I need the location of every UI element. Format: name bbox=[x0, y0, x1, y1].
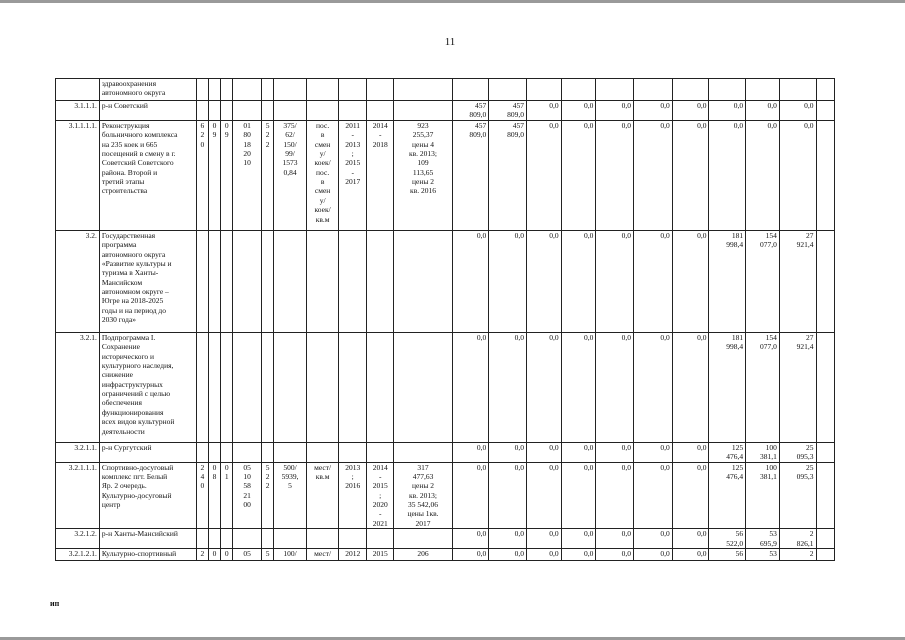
value-cell bbox=[816, 79, 834, 101]
value-cell bbox=[709, 79, 746, 101]
table-cell: мест/ кв.м bbox=[306, 462, 339, 529]
value-cell: 0,0 bbox=[561, 529, 596, 549]
value-cell: 0,0 bbox=[596, 529, 634, 549]
value-cell bbox=[816, 101, 834, 121]
value-cell: 0,0 bbox=[634, 549, 673, 561]
value-cell bbox=[672, 79, 709, 101]
table-cell bbox=[274, 101, 307, 121]
table-cell: 2014 - 2018 bbox=[366, 120, 394, 230]
table-cell: 0 9 bbox=[208, 120, 220, 230]
value-cell bbox=[816, 332, 834, 442]
value-cell: 0,0 bbox=[596, 549, 634, 561]
table-cell bbox=[208, 332, 220, 442]
table-body bbox=[56, 79, 835, 561]
table-cell: 0 bbox=[208, 549, 220, 561]
table-cell: 2011 - 2013 ; 2015 - 2017 bbox=[339, 120, 367, 230]
value-cell: 181 998,4 bbox=[709, 230, 746, 332]
value-cell: 0,0 bbox=[527, 230, 562, 332]
value-cell bbox=[561, 79, 596, 101]
row-number-cell: 3.2. bbox=[56, 230, 100, 332]
value-cell: 0,0 bbox=[746, 120, 780, 230]
table-cell bbox=[339, 332, 367, 442]
row-number-cell: 3.2.1. bbox=[56, 332, 100, 442]
value-cell: 27 921,4 bbox=[779, 332, 816, 442]
table-cell bbox=[233, 230, 262, 332]
value-cell bbox=[746, 79, 780, 101]
table-cell bbox=[208, 529, 220, 549]
value-cell bbox=[816, 230, 834, 332]
value-cell: 0,0 bbox=[527, 332, 562, 442]
value-cell: 0,0 bbox=[561, 442, 596, 462]
value-cell: 0,0 bbox=[634, 332, 673, 442]
value-cell: 25 095,3 bbox=[779, 442, 816, 462]
value-cell: 457 809,0 bbox=[489, 101, 527, 121]
value-cell: 0,0 bbox=[672, 529, 709, 549]
table-cell bbox=[366, 101, 394, 121]
table-cell bbox=[394, 230, 452, 332]
value-cell: 0,0 bbox=[779, 101, 816, 121]
table-cell bbox=[221, 442, 233, 462]
value-cell bbox=[489, 79, 527, 101]
table-cell: 206 bbox=[394, 549, 452, 561]
table-row bbox=[56, 462, 835, 529]
value-cell bbox=[596, 79, 634, 101]
value-cell bbox=[779, 79, 816, 101]
table-cell bbox=[221, 79, 233, 101]
value-cell: 25 095,3 bbox=[779, 462, 816, 529]
scan-edge-top bbox=[0, 0, 905, 3]
table-cell bbox=[261, 230, 273, 332]
row-number-cell: 3.2.1.1.1. bbox=[56, 462, 100, 529]
value-cell: 0,0 bbox=[596, 462, 634, 529]
value-cell: 56 bbox=[709, 549, 746, 561]
table-cell bbox=[233, 529, 262, 549]
row-name-cell: Спортивно-досуговый комплекс пгт. Белый Яр. 2 очередь. Культурно-досуговый центр bbox=[99, 462, 196, 529]
value-cell: 27 921,4 bbox=[779, 230, 816, 332]
value-cell: 56 522,0 bbox=[709, 529, 746, 549]
table-cell bbox=[261, 442, 273, 462]
row-number-cell: 3.1.1.1.1. bbox=[56, 120, 100, 230]
row-name-cell: Подпрограмма I. Сохранение исторического и культурного наследия, снижение инфраструктурных ограничений с целью обеспечения функционирования всех видов культурной деятельности bbox=[99, 332, 196, 442]
value-cell: 0,0 bbox=[596, 230, 634, 332]
table-cell bbox=[339, 230, 367, 332]
table-cell bbox=[208, 230, 220, 332]
value-cell: 0,0 bbox=[561, 462, 596, 529]
table-cell: 0 bbox=[221, 549, 233, 561]
value-cell: 0,0 bbox=[561, 332, 596, 442]
value-cell: 0,0 bbox=[452, 230, 489, 332]
value-cell bbox=[816, 462, 834, 529]
value-cell: 0,0 bbox=[634, 120, 673, 230]
value-cell: 0,0 bbox=[527, 549, 562, 561]
table-cell bbox=[366, 442, 394, 462]
table-row bbox=[56, 442, 835, 462]
table-cell bbox=[274, 230, 307, 332]
value-cell: 0,0 bbox=[596, 442, 634, 462]
table-cell: 01 80 18 20 10 bbox=[233, 120, 262, 230]
row-number-cell: 3.2.1.2. bbox=[56, 529, 100, 549]
value-cell: 0,0 bbox=[489, 332, 527, 442]
value-cell: 154 077,0 bbox=[746, 230, 780, 332]
table-cell bbox=[221, 332, 233, 442]
value-cell: 0,0 bbox=[634, 462, 673, 529]
table-cell bbox=[339, 442, 367, 462]
table-cell bbox=[261, 101, 273, 121]
table-cell bbox=[306, 529, 339, 549]
table-cell: 500/ 5939, 5 bbox=[274, 462, 307, 529]
value-cell: 0,0 bbox=[596, 101, 634, 121]
table-cell: 2012 bbox=[339, 549, 367, 561]
budget-table bbox=[55, 78, 835, 561]
table-cell bbox=[306, 230, 339, 332]
table-cell bbox=[274, 332, 307, 442]
table-cell bbox=[221, 230, 233, 332]
table-cell bbox=[196, 230, 208, 332]
table-cell: 923 255,37 цены 4 кв. 2013; 109 113,65 цены 2 кв. 2016 bbox=[394, 120, 452, 230]
value-cell: 0,0 bbox=[489, 549, 527, 561]
value-cell: 0,0 bbox=[634, 230, 673, 332]
table-cell bbox=[221, 529, 233, 549]
value-cell bbox=[634, 79, 673, 101]
table-cell: 5 2 2 bbox=[261, 462, 273, 529]
value-cell: 0,0 bbox=[527, 529, 562, 549]
value-cell: 0,0 bbox=[489, 529, 527, 549]
value-cell: 0,0 bbox=[452, 549, 489, 561]
row-name-cell: здравоохранения автономного округа bbox=[99, 79, 196, 101]
value-cell: 0,0 bbox=[672, 332, 709, 442]
value-cell: 53 bbox=[746, 549, 780, 561]
value-cell: 0,0 bbox=[527, 462, 562, 529]
table-cell bbox=[394, 101, 452, 121]
table-cell: 2014 - 2015 ; 2020 - 2021 bbox=[366, 462, 394, 529]
row-name-cell: р-н Советский bbox=[99, 101, 196, 121]
table-cell bbox=[233, 79, 262, 101]
value-cell: 0,0 bbox=[452, 462, 489, 529]
table-cell bbox=[196, 529, 208, 549]
value-cell: 0,0 bbox=[634, 529, 673, 549]
value-cell: 100 381,1 bbox=[746, 442, 780, 462]
table-cell bbox=[274, 529, 307, 549]
table-cell: 5 bbox=[261, 549, 273, 561]
table-cell bbox=[208, 79, 220, 101]
table-cell bbox=[394, 529, 452, 549]
value-cell: 0,0 bbox=[709, 120, 746, 230]
table-cell bbox=[366, 529, 394, 549]
row-number-cell: 3.2.1.2.1. bbox=[56, 549, 100, 561]
value-cell: 2 bbox=[779, 549, 816, 561]
value-cell: 457 809,0 bbox=[452, 101, 489, 121]
table-cell bbox=[339, 79, 367, 101]
table-cell bbox=[196, 442, 208, 462]
value-cell: 0,0 bbox=[527, 120, 562, 230]
table-cell: 2013 ; 2016 bbox=[339, 462, 367, 529]
table-cell bbox=[196, 332, 208, 442]
table-cell: мест/ bbox=[306, 549, 339, 561]
value-cell: 0,0 bbox=[452, 442, 489, 462]
value-cell: 125 476,4 bbox=[709, 442, 746, 462]
table-row bbox=[56, 101, 835, 121]
row-number-cell bbox=[56, 79, 100, 101]
table-cell bbox=[274, 79, 307, 101]
row-name-cell: Культурно-спортивный bbox=[99, 549, 196, 561]
table-cell bbox=[261, 79, 273, 101]
table-cell bbox=[306, 79, 339, 101]
table-cell bbox=[339, 101, 367, 121]
table-cell: 0 8 bbox=[208, 462, 220, 529]
value-cell: 154 077,0 bbox=[746, 332, 780, 442]
value-cell: 0,0 bbox=[561, 120, 596, 230]
value-cell: 0,0 bbox=[452, 332, 489, 442]
value-cell: 125 476,4 bbox=[709, 462, 746, 529]
table-cell bbox=[261, 332, 273, 442]
value-cell: 0,0 bbox=[596, 332, 634, 442]
table-cell bbox=[339, 529, 367, 549]
table-cell bbox=[233, 442, 262, 462]
value-cell: 0,0 bbox=[634, 101, 673, 121]
table-row bbox=[56, 332, 835, 442]
table-cell: 2015 bbox=[366, 549, 394, 561]
table-row bbox=[56, 529, 835, 549]
value-cell: 0,0 bbox=[596, 120, 634, 230]
value-cell bbox=[816, 120, 834, 230]
value-cell: 0,0 bbox=[672, 120, 709, 230]
table-cell bbox=[261, 529, 273, 549]
value-cell bbox=[816, 529, 834, 549]
value-cell: 0,0 bbox=[672, 442, 709, 462]
row-number-cell: 3.2.1.1. bbox=[56, 442, 100, 462]
value-cell: 0,0 bbox=[527, 101, 562, 121]
table-cell: 100/ bbox=[274, 549, 307, 561]
value-cell: 0,0 bbox=[527, 442, 562, 462]
table-cell bbox=[394, 79, 452, 101]
table-cell bbox=[366, 332, 394, 442]
row-name-cell: Государственная программа автономного округа «Развитие культуры и туризма в Ханты- Мансийском автономном округе – Югре на 2018-2025 годы и на период до 2030 года» bbox=[99, 230, 196, 332]
value-cell: 0,0 bbox=[672, 549, 709, 561]
table-row bbox=[56, 79, 835, 101]
table-cell: 05 10 58 21 00 bbox=[233, 462, 262, 529]
row-name-cell: Реконструкция больничного комплекса на 235 коек и 665 посещений в смену в г. Советский Советского района. Второй и третий этапы строительства bbox=[99, 120, 196, 230]
value-cell: 53 695,9 bbox=[746, 529, 780, 549]
table-cell: 6 2 0 bbox=[196, 120, 208, 230]
value-cell: 457 809,0 bbox=[489, 120, 527, 230]
table-cell bbox=[306, 332, 339, 442]
table-cell: 2 4 0 bbox=[196, 462, 208, 529]
page-number: 11 bbox=[444, 36, 456, 48]
value-cell bbox=[527, 79, 562, 101]
table-cell bbox=[221, 101, 233, 121]
table-cell bbox=[196, 101, 208, 121]
table-cell: 375/ 62/ 150/ 99/ 1573 0,84 bbox=[274, 120, 307, 230]
value-cell: 0,0 bbox=[672, 101, 709, 121]
value-cell bbox=[816, 442, 834, 462]
value-cell: 0,0 bbox=[672, 230, 709, 332]
value-cell: 0,0 bbox=[489, 230, 527, 332]
table-row bbox=[56, 230, 835, 332]
value-cell: 0,0 bbox=[709, 101, 746, 121]
table-cell: 0 9 bbox=[221, 120, 233, 230]
value-cell: 0,0 bbox=[672, 462, 709, 529]
row-name-cell: р-н Сургутский bbox=[99, 442, 196, 462]
value-cell: 100 381,1 bbox=[746, 462, 780, 529]
table-row bbox=[56, 120, 835, 230]
table-cell bbox=[274, 442, 307, 462]
table-cell bbox=[233, 332, 262, 442]
value-cell: 2 826,1 bbox=[779, 529, 816, 549]
corner-mark: ип bbox=[50, 599, 60, 608]
value-cell: 0,0 bbox=[561, 549, 596, 561]
value-cell: 0,0 bbox=[561, 101, 596, 121]
table-cell bbox=[394, 442, 452, 462]
table-cell bbox=[394, 332, 452, 442]
value-cell: 0,0 bbox=[634, 442, 673, 462]
value-cell bbox=[452, 79, 489, 101]
value-cell bbox=[816, 549, 834, 561]
value-cell: 0,0 bbox=[746, 101, 780, 121]
table-cell: 317 477,63 цены 2 кв. 2013; 35 542,06 цены 1кв. 2017 bbox=[394, 462, 452, 529]
table-cell bbox=[233, 101, 262, 121]
value-cell: 0,0 bbox=[779, 120, 816, 230]
value-cell: 457 809,0 bbox=[452, 120, 489, 230]
value-cell: 181 998,4 bbox=[709, 332, 746, 442]
table-cell: 05 bbox=[233, 549, 262, 561]
table-cell bbox=[306, 442, 339, 462]
row-number-cell: 3.1.1.1. bbox=[56, 101, 100, 121]
table-cell: пос. в смен у/ коек/ пос. в смен у/ коек/ кв.м bbox=[306, 120, 339, 230]
table-row bbox=[56, 549, 835, 561]
value-cell: 0,0 bbox=[489, 442, 527, 462]
value-cell: 0,0 bbox=[561, 230, 596, 332]
table-cell: 5 2 2 bbox=[261, 120, 273, 230]
row-name-cell: р-н Ханты-Мансийский bbox=[99, 529, 196, 549]
table-cell bbox=[366, 230, 394, 332]
table-cell bbox=[306, 101, 339, 121]
table-cell bbox=[208, 101, 220, 121]
table-cell bbox=[208, 442, 220, 462]
table-cell: 2 bbox=[196, 549, 208, 561]
table-cell: 0 1 bbox=[221, 462, 233, 529]
table-cell bbox=[196, 79, 208, 101]
table-cell bbox=[366, 79, 394, 101]
value-cell: 0,0 bbox=[452, 529, 489, 549]
value-cell: 0,0 bbox=[489, 462, 527, 529]
